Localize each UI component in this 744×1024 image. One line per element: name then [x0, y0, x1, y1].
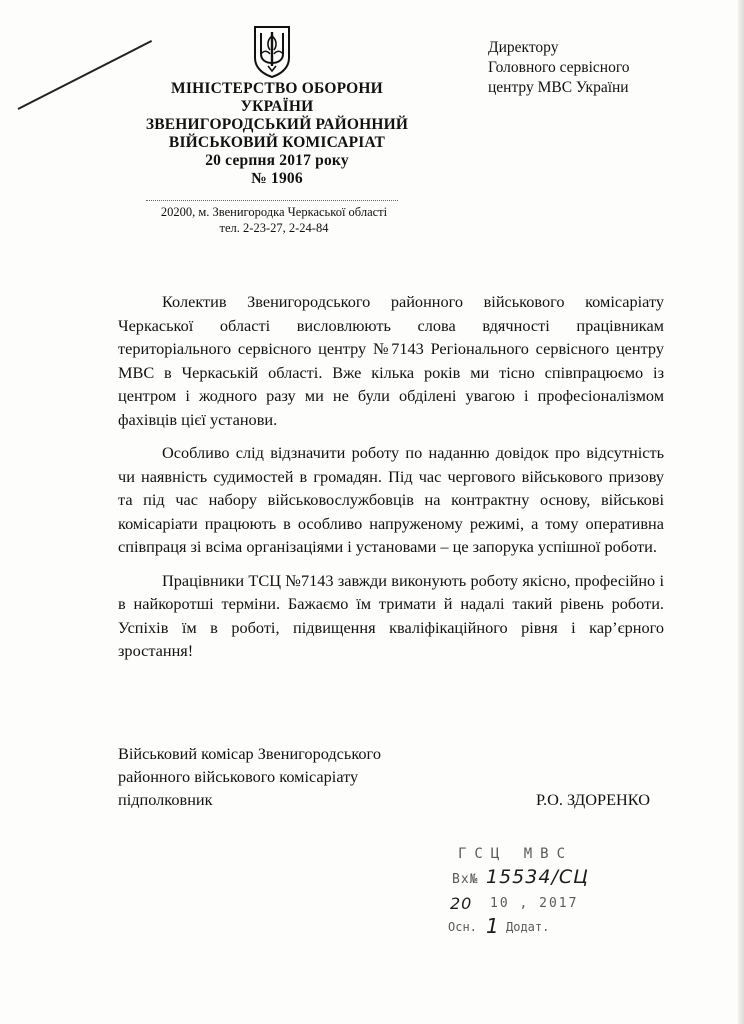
addressee-line: центру МВС України [488, 79, 629, 96]
body-paragraph: Колектив Звенигородського районного військового комісаріату Черкаської області висловлюють слова вдячності працівникам територіального сервісного центру №7143 Регіонального сервісного центру МВС в Черкаській області. Вже кілька років ми тісно співпрацюємо із центром і жодного разу ми не були обділені увагою і професіоналізмом фахівців цієї установи. [118, 292, 664, 429]
org-line: МІНІСТЕРСТВО ОБОРОНИ [171, 80, 383, 97]
stamp-date-day: 20 [450, 894, 473, 913]
org-line: УКРАЇНИ [240, 98, 314, 115]
org-line: ЗВЕНИГОРОДСЬКИЙ РАЙОННИЙ [145, 116, 409, 133]
stamp-in-label: Вх№ [452, 872, 479, 887]
body-paragraph: Особливо слід відзначити роботу по наданню довідок про відсутність чи наявність судимостей в громадян. Під час чергового військового призову та під час набору військовослужбовців на контрактну основу, військові комісаріати працюють в особливо напруженому режимі, а тому оперативна співпраця зі всіма організаціями і установами – це запорука успішної роботи. [118, 443, 664, 556]
org-line: ВІЙСЬКОВИЙ КОМІСАРІАТ [168, 134, 386, 151]
signer-rank: підполковник [118, 790, 213, 809]
addressee-block [488, 38, 708, 98]
phone-line: тел. 2-23-27, 2-24-84 [219, 221, 329, 235]
stamp-osn-value: 1 [486, 914, 500, 938]
stamp-date-rest: 10 , 2017 [490, 896, 579, 911]
letter-date: 20 серпня 2017 року [205, 152, 349, 169]
registration-stamp [446, 840, 616, 940]
addressee-line: Головного сервісного [488, 59, 630, 76]
letter-number: № 1906 [251, 170, 303, 187]
signer-title-line: районного військового комісаріату [118, 767, 359, 786]
stamp-dodat-label: Додат. [506, 920, 550, 934]
sender-header [118, 80, 436, 188]
signer-title-line: Військовий комісар Звенигородського [118, 744, 381, 763]
addressee-line: Директору [488, 39, 559, 56]
body-paragraph: Працівники ТСЦ №7143 завжди виконують роботу якісно, професійно і в найкоротші терміни. Бажаємо їм тримати й надалі такий рівень роботи. Успіхів їм в роботі, підвищення кваліфікаційного рівня і кар’єрного зростання! [118, 570, 664, 660]
letter-body [118, 290, 664, 673]
stamp-in-number: 15534/СЦ [486, 866, 589, 888]
address-divider [146, 200, 398, 201]
address-line: 20200, м. Звенигородка Черкаської області [160, 205, 388, 219]
sender-address [124, 204, 424, 236]
coat-of-arms-icon [252, 24, 292, 78]
scan-edge [738, 0, 744, 1024]
signature-block [118, 742, 678, 811]
stamp-osn-label: Осн. [448, 920, 477, 934]
signer-name: Р.О. ЗДОРЕНКО [536, 790, 650, 809]
stamp-title: ГСЦ МВС [458, 846, 574, 862]
